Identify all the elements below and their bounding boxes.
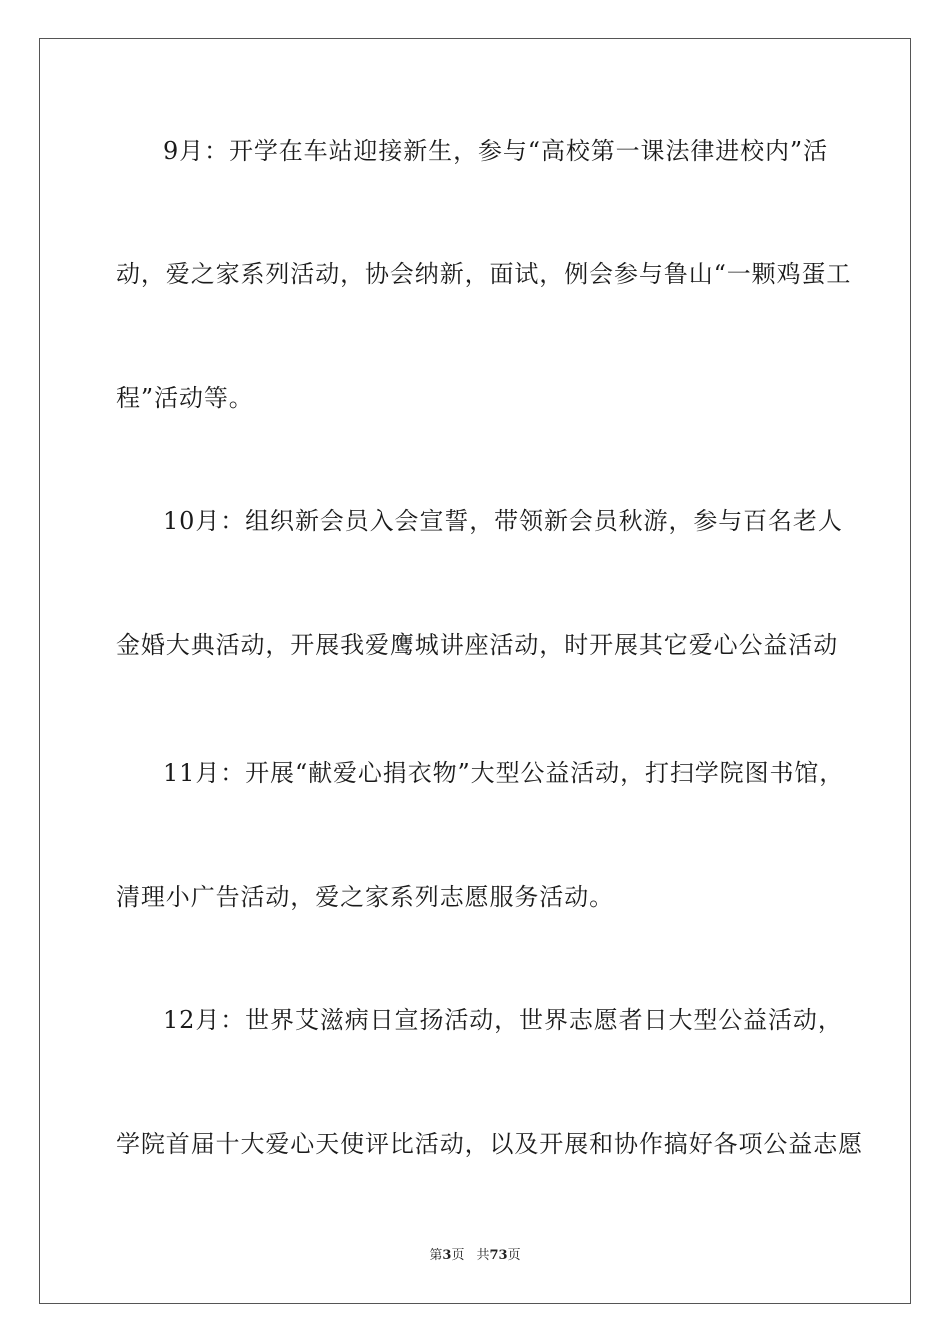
paragraph-line: 清理小广告活动，爱之家系列志愿服务活动。: [116, 883, 614, 911]
paragraph-line: 9月：开学在车站迎接新生，参与“高校第一课法律进校内”活: [163, 137, 829, 165]
page-border: [39, 38, 911, 1304]
page-prefix: 第: [429, 1248, 443, 1263]
total-prefix: 共: [476, 1248, 490, 1263]
paragraph-line: 学院首届十大爱心天使评比活动，以及开展和协作搞好各项公益志愿: [116, 1130, 863, 1158]
paragraph-line: 11月：开展“献爱心捐衣物”大型公益活动，打扫学院图书馆，: [163, 759, 845, 787]
page-footer: [0, 1248, 950, 1264]
paragraph-line: 金婚大典活动，开展我爱鹰城讲座活动，时开展其它爱心公益活动: [116, 631, 839, 659]
paragraph-line: 动，爱之家系列活动，协会纳新，面试，例会参与鲁山“一颗鸡蛋工: [116, 260, 852, 288]
paragraph-line: 10月：组织新会员入会宣誓，带领新会员秋游，参与百名老人: [163, 507, 843, 535]
page-number: 3: [442, 1248, 452, 1263]
total-pages: 73: [489, 1248, 508, 1263]
paragraph-line: 12月：世界艾滋病日宣扬活动，世界志愿者日大型公益活动，: [163, 1006, 843, 1034]
paragraph-line: 程”活动等。: [116, 384, 254, 412]
page-suffix: 页: [451, 1248, 465, 1263]
total-suffix: 页: [507, 1248, 521, 1263]
